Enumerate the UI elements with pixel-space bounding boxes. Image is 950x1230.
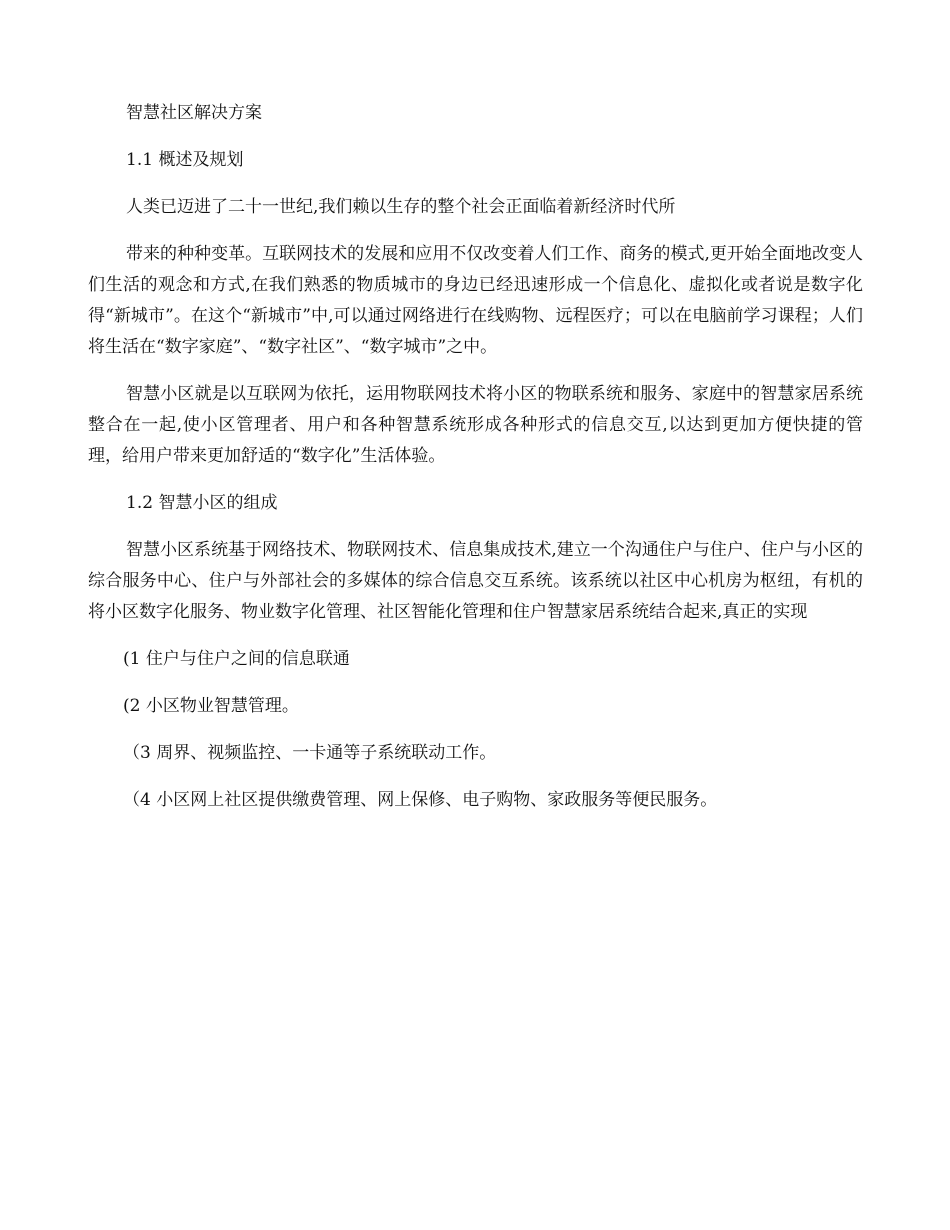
paragraph-system-composition: 智慧小区系统基于网络技术、物联网技术、信息集成技术,建立一个沟通住户与住户、住户与小区的综合服务中心、住户与外部社会的多媒体的综合信息交互系统。该系统以社区中心机房为枢纽，有机的将小区数字化服务、物业数字化管理、社区智能化管理和住户智慧家居系统结合起来,真正的实现	[88, 540, 863, 622]
paragraph-changes: 带来的种种变革。互联网技术的发展和应用不仅改变着人们工作、商务的模式,更开始全面地改变人们生活的观念和方式,在我们熟悉的物质城市的身边已经迅速形成一个信息化、虚拟化或者说是数字化得“新城市”。在这个“新城市”中,可以通过网络进行在线购物、远程医疗；可以在电脑前学习课程；人们将生活在“数字家庭”、“数字社区”、“数字城市”之中。	[88, 244, 863, 357]
document-title: 智慧社区解决方案	[126, 103, 262, 123]
paragraph-intro-line: 人类已迈进了二十一世纪,我们赖以生存的整个社会正面临着新经济时代所	[126, 197, 676, 217]
document-page	[88, 98, 863, 816]
list-item: (1 住户与住户之间的信息联通	[123, 649, 350, 669]
list-item: （4 小区网上社区提供缴费管理、网上保修、电子购物、家政服务等便民服务。	[123, 790, 718, 810]
list-item: (2 小区物业智慧管理。	[123, 696, 299, 716]
section-heading-1-1: 1.1 概述及规划	[126, 150, 244, 170]
paragraph-smart-community: 智慧小区就是以互联网为依托，运用物联网技术将小区的物联系统和服务、家庭中的智慧家居系统整合在一起,使小区管理者、用户和各种智慧系统形成各种形式的信息交互,以达到更加方便快捷的管理，给用户带来更加舒适的“数字化”生活体验。	[88, 384, 863, 466]
list-item: （3 周界、视频监控、一卡通等子系统联动工作。	[123, 743, 497, 763]
section-heading-1-2: 1.2 智慧小区的组成	[126, 493, 278, 513]
